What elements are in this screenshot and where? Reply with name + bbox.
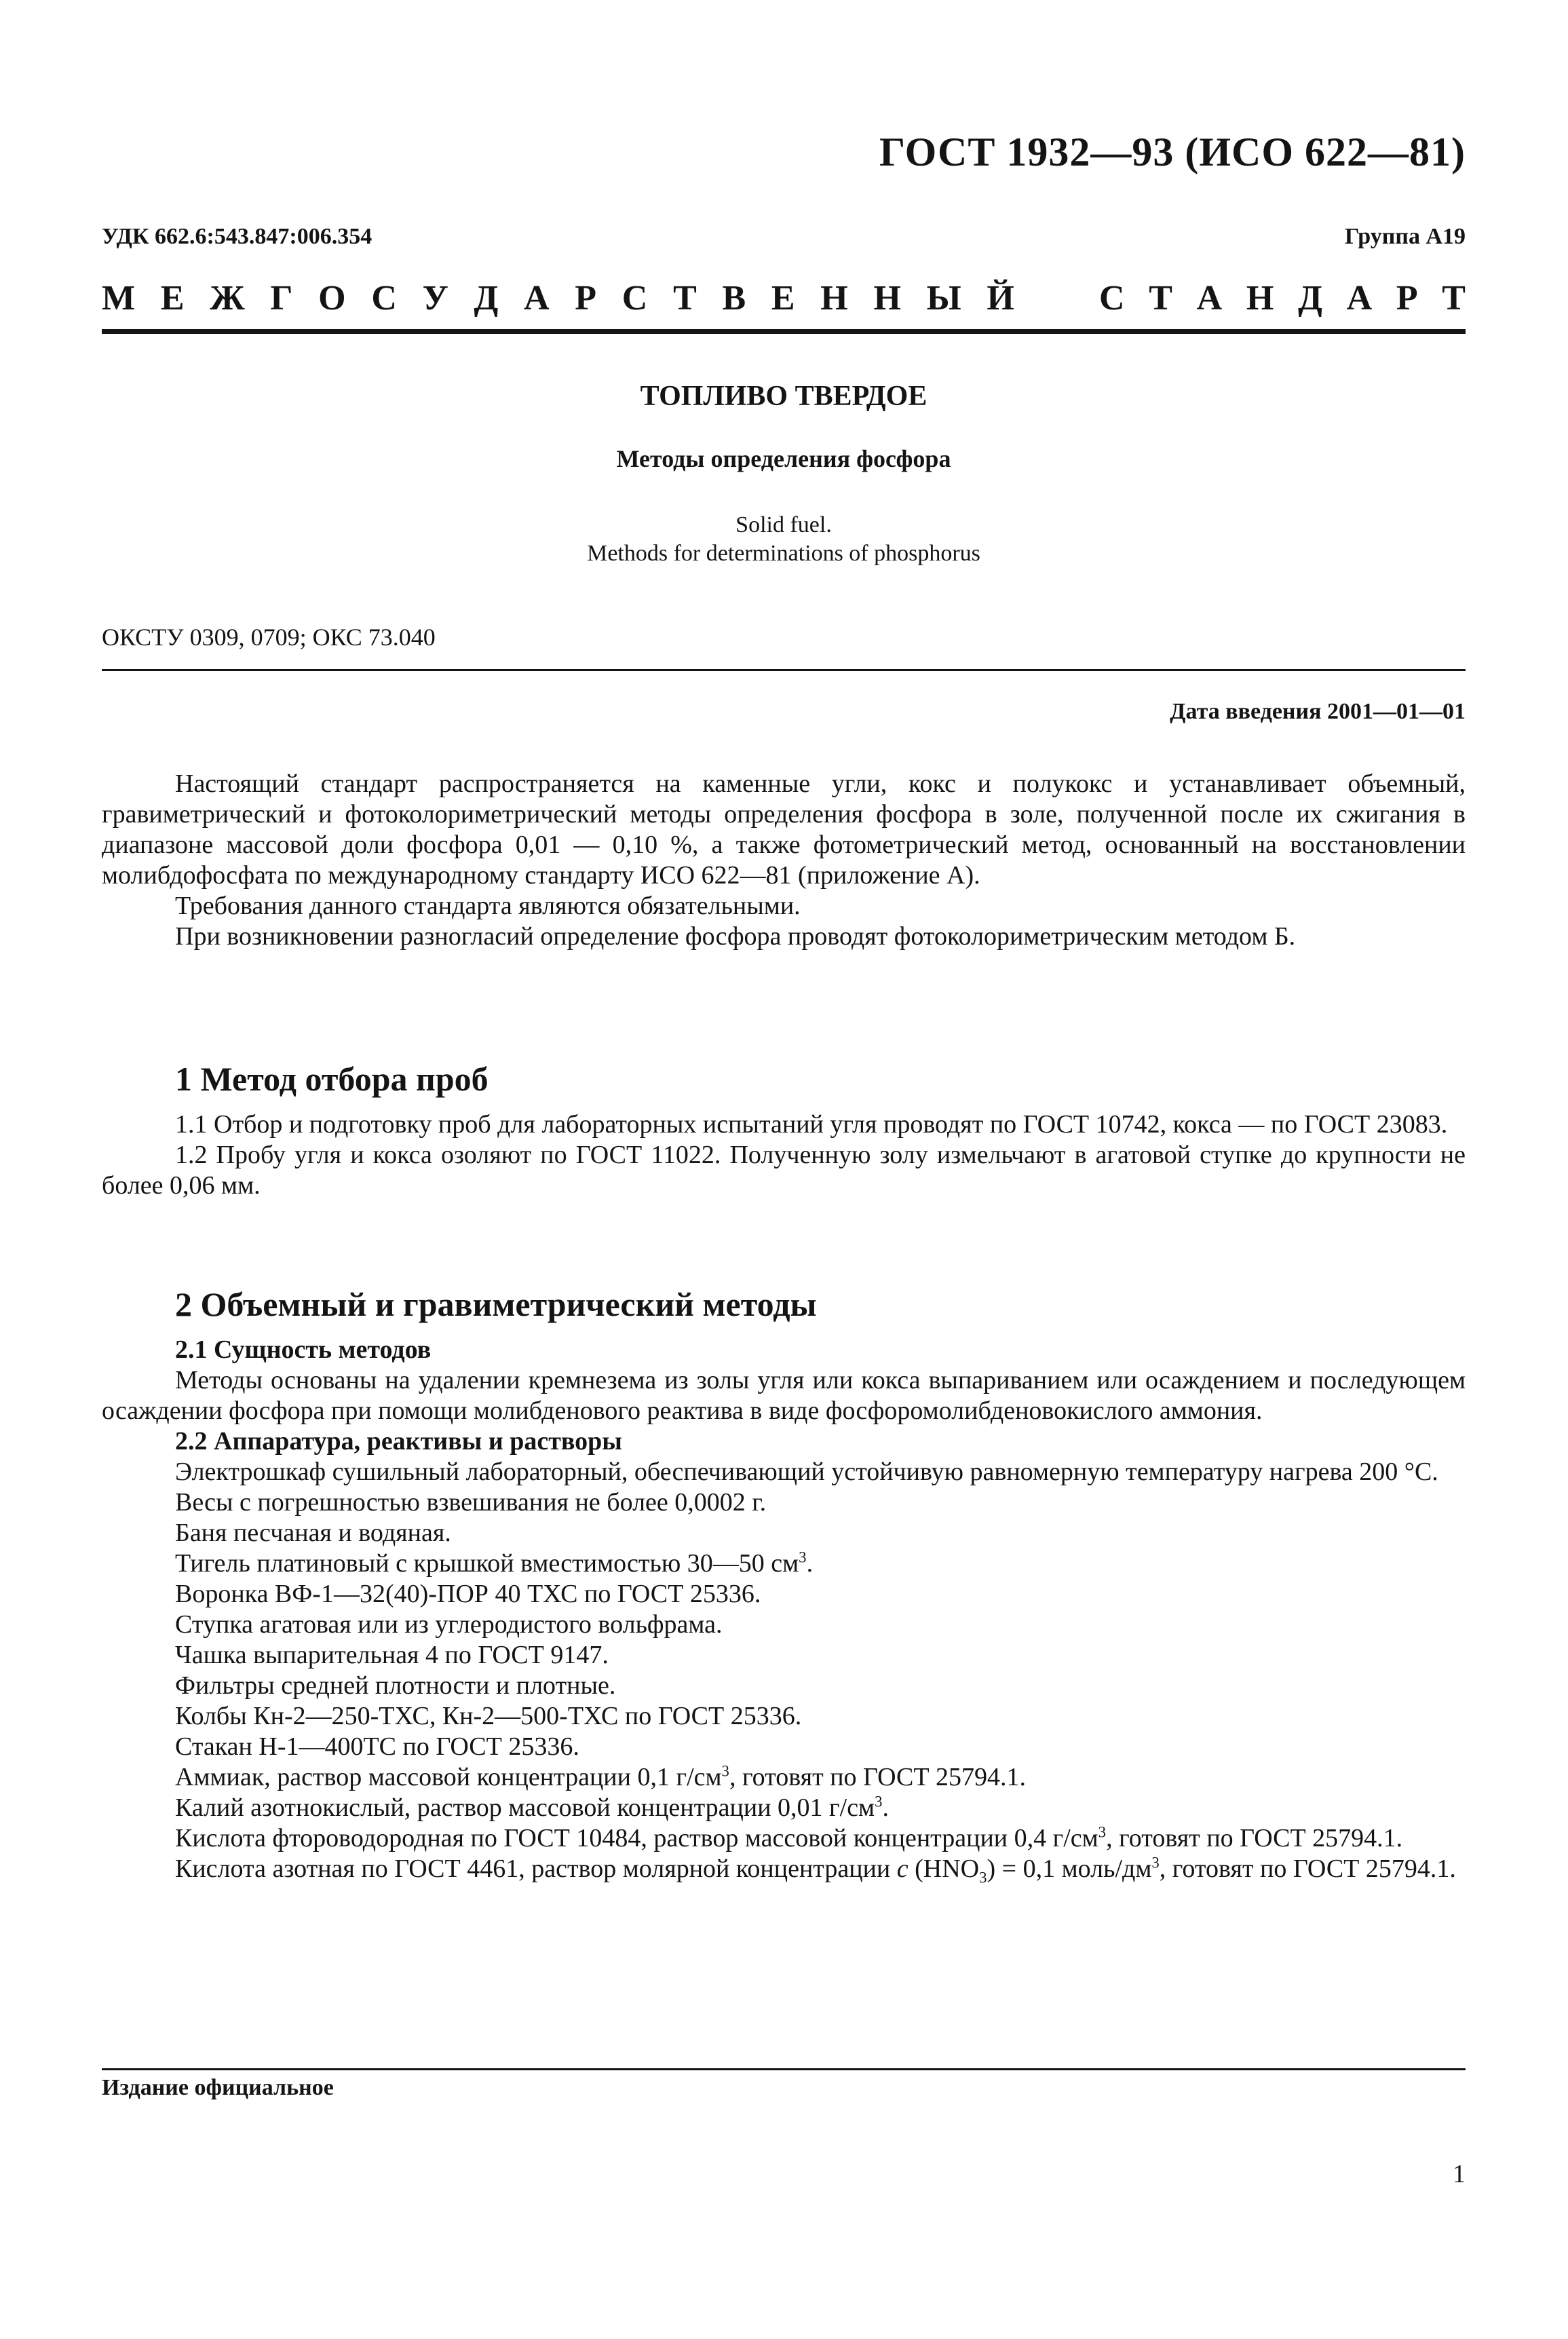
equipment-bath: Баня песчаная и водяная. (175, 1519, 451, 1547)
title-main: ТОПЛИВО ТВЕРДОЕ (640, 381, 928, 412)
letter: Ж (210, 279, 245, 318)
letter: Ы (926, 279, 961, 318)
letter: Г (270, 279, 293, 318)
intro-date: Дата введения 2001—01—01 (1170, 699, 1466, 724)
letter: Р (1396, 279, 1418, 318)
standard-type (102, 278, 1466, 318)
document-page (102, 0, 1466, 2339)
equipment-funnel: Воронка ВФ-1—32(40)-ПОР 40 ТХС по ГОСТ 25336. (175, 1580, 761, 1608)
group-code: Группа А19 (1344, 224, 1466, 249)
letter: Н (873, 279, 901, 318)
equipment-dryer: Электрошкаф сушильный лабораторный, обеспечивающий устойчивую равномерную температуру нагрева 200 °С. (175, 1458, 1438, 1486)
equipment-flasks: Колбы Кн-2—250-ТХС, Кн-2—500-ТХС по ГОСТ 25336. (175, 1702, 802, 1730)
letter: Д (474, 279, 499, 318)
section-2-1-text: Методы основаны на удалении кремнезема из золы угля или кокса выпариванием или осаждением и последующем осаждении фосфора при помощи молибденового реактива в виде фосфоромолибденовокислого аммония. (102, 1366, 1466, 1425)
equipment-glass: Стакан Н-1—400ТС по ГОСТ 25336. (175, 1732, 579, 1761)
section-2 (102, 1285, 1466, 1886)
section-1-item-2: 1.2 Пробу угля и кокса озоляют по ГОСТ 11022. Полученную золу измельчают в агатовой ступке до крупности не более 0,06 мм. (102, 1141, 1466, 1200)
reagent-potassium-nitrate: Калий азотнокислый, раствор массовой концентрации 0,01 $г/см^3$. (175, 1793, 890, 1822)
intro-paragraph-1: Настоящий стандарт распространяется на каменные угли, кокс и полукокс и устанавливает объемный, гравиметрический и фотоколориметрический методы определения фосфора в золе, полученной после их сжигания в диапазоне массовой доли фосфора 0,01 — 0,10 %, а также фотометрический метод, основанный на восстановлении молибдофосфата по международному стандарту ИСО 622—81 (приложение А). (102, 769, 1466, 890)
letter: У (422, 279, 448, 318)
letter: Т (1442, 279, 1466, 318)
letter: М (102, 279, 136, 318)
letter: Н (1246, 279, 1274, 318)
equipment-mortar: Ступка агатовая или из углеродистого вольфрама. (175, 1610, 723, 1639)
letter: А (1196, 279, 1223, 318)
gost-number: ГОСТ 1932—93 (ИСО 622—81) (879, 130, 1466, 174)
reagent-hydrofluoric-acid: Кислота фтороводородная по ГОСТ 10484, раствор массовой концентрации 0,4 $г/см^3$, готовят по ГОСТ 25794.1. (175, 1823, 1403, 1852)
edition-note: Издание официальное (102, 2075, 334, 2100)
section-1-heading: 1 Метод отбора проб (175, 1060, 489, 1098)
letter: Р (575, 279, 597, 318)
intro-paragraph-2: Требования данного стандарта являются обязательными. (175, 892, 801, 920)
letter: Т (1149, 279, 1172, 318)
letter: Т (673, 279, 697, 318)
letter: А (524, 279, 550, 318)
section-2-heading: 2 Объемный и гравиметрический методы (175, 1285, 817, 1323)
header-rule (102, 329, 1466, 334)
section-2-1-heading: 2.1 Сущность методов (175, 1335, 432, 1364)
udk-code: УДК 662.6:543.847:006.354 (102, 224, 372, 249)
intro-block (102, 769, 1466, 952)
title-sub: Методы определения фосфора (616, 445, 951, 472)
section-2-2-heading: 2.2 Аппаратура, реактивы и растворы (175, 1427, 622, 1456)
footer-rule (102, 2068, 1466, 2070)
standard-type-word2 (1099, 278, 1466, 318)
equipment-scales: Весы с погрешностью взвешивания не более 0,0002 г. (175, 1488, 767, 1517)
equipment-dish: Чашка выпарительная 4 по ГОСТ 9147. (175, 1641, 609, 1669)
classification-rule (102, 669, 1466, 671)
page-number: 1 (1453, 2160, 1466, 2188)
letter: С (1099, 279, 1125, 318)
reagent-ammonia: Аммиак, раствор массовой концентрации 0,1 $г/см^3$, готовят по ГОСТ 25794.1. (175, 1762, 1027, 1791)
title-en-line2: Methods for determinations of phosphorus (587, 541, 980, 566)
intro-paragraph-3: При возникновении разногласий определение фосфора проводят фотоколориметрическим методом Б. (175, 922, 1296, 951)
letter: Е (771, 279, 795, 318)
reagent-nitric-acid: Кислота азотная по ГОСТ 4461, раствор молярной концентрации c $(HNO_3) = 0,1$ моль/$дм^3$, готовят по ГОСТ 25794.1. (175, 1854, 1456, 1886)
letter: А (1346, 279, 1373, 318)
standard-type-word1 (102, 278, 1014, 318)
letter: С (622, 279, 648, 318)
equipment-filters: Фильтры средней плотности и плотные. (175, 1671, 616, 1700)
classification-codes: ОКСТУ 0309, 0709; ОКС 73.040 (102, 624, 436, 651)
letter: Е (160, 279, 185, 318)
letter: Н (820, 279, 848, 318)
letter: Д (1298, 279, 1322, 318)
section-1-item-1: 1.1 Отбор и подготовку проб для лабораторных испытаний угля проводят по ГОСТ 10742, кокса — по ГОСТ 23083. (175, 1110, 1448, 1139)
letter: Й (987, 279, 1014, 318)
section-1 (102, 1060, 1466, 1201)
letter: В (722, 279, 746, 318)
letter: О (318, 279, 346, 318)
title-en-line1: Solid fuel. (735, 512, 832, 537)
letter: С (371, 279, 397, 318)
equipment-crucible: Тигель платиновый с крышкой вместимостью 30—50 $см^3$. (175, 1548, 814, 1578)
